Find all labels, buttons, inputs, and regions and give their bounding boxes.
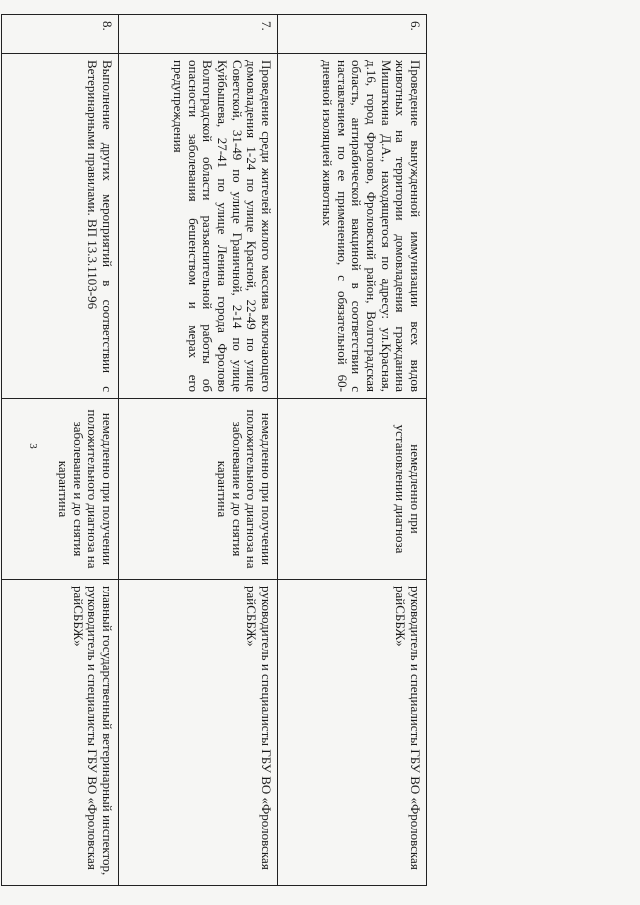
measures-table [1, 14, 427, 886]
table-row [119, 15, 278, 886]
deadline-cell: немедленно при установлении диагноза [278, 399, 427, 580]
responsible-cell: руководитель и специалисты ГБУ ВО «Фроловская райСББЖ» [119, 580, 278, 886]
row-number: 6. [278, 15, 427, 54]
page-number: 3 [26, 443, 39, 449]
measure-cell: Проведение среди жителей жилого массива включающего домовладения 1-24 по улице Красной, 22-49 по улице Советской, 31-49 по улице Граничной, 2-14 по улице Куйбышева, 27-41 по улице Ленина города Фролово Волгоградской области разъяснительной работы об опасности заболевания бешенством и мерах его предупреждения [119, 54, 278, 399]
responsible-cell: руководитель и специалисты ГБУ ВО «Фроловская райСББЖ» [278, 580, 427, 886]
measure-cell: Выполнение других мероприятий в соответствии с Ветеринарными правилами. ВП 13.3.1103-96 [2, 54, 119, 399]
deadline-cell: немедленно при получении положительного диагноза на заболевание и до снятия карантина [119, 399, 278, 580]
table-row [278, 15, 427, 886]
row-number: 7. [119, 15, 278, 54]
deadline-cell: немедленно при получении положительного диагноза на заболевание и до снятия карантина [2, 399, 119, 580]
responsible-cell: главный государственный ветеринарный инспектор, руководитель и специалисты ГБУ ВО «Фроловская райСББЖ» [2, 580, 119, 886]
row-number: 8. [2, 15, 119, 54]
table-row [2, 15, 119, 886]
measure-cell: Проведение вынужденной иммунизации всех видов животных на территории домовладения гражданина Мишаткина Д.А., находящегося по адресу: ул.Красная, д.16, город Фролово, Фроловский район, Волгоградская область, антирабической вакциной в соответствии с наставлением по ее применению, с обязательной 60-дневной изоляцией животных [278, 54, 427, 399]
